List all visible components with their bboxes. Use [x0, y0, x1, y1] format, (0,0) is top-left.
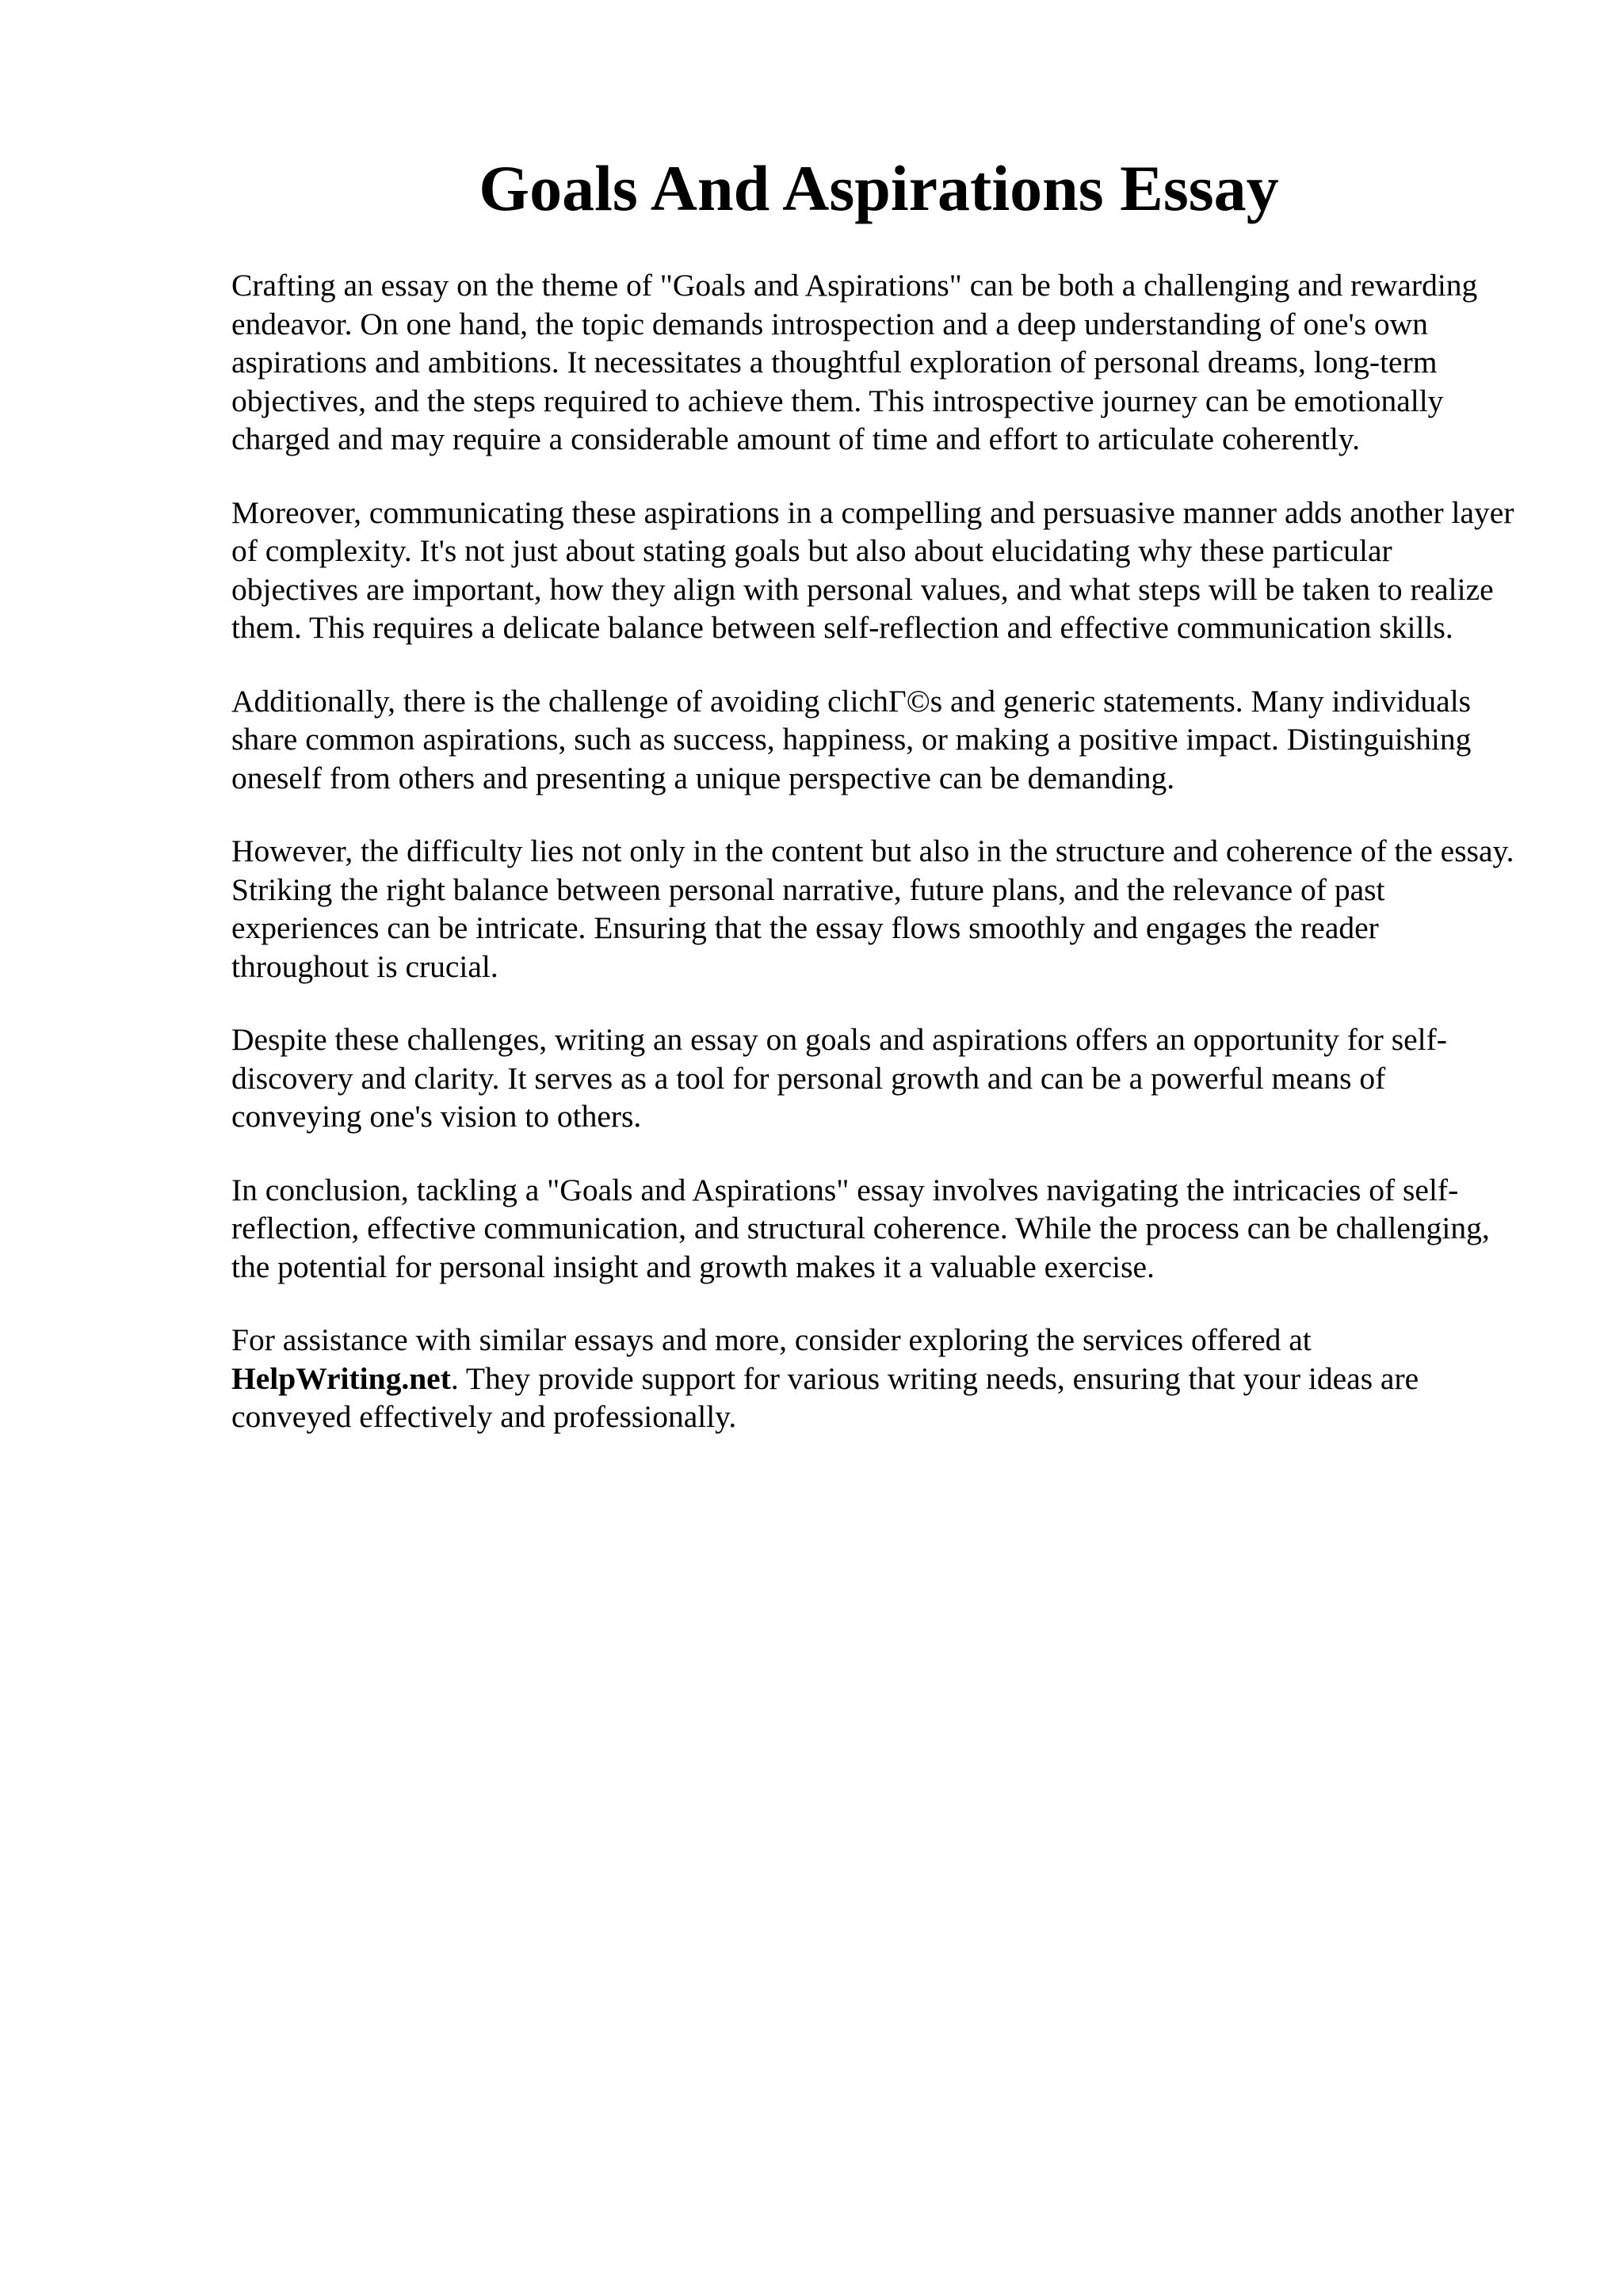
paragraph-conclusion: In conclusion, tackling a "Goals and Aspirations" essay involves navigating the intricacies of self-reflection, effective communication, and structural coherence. While the process can be challenging, the potential for personal insight and growth makes it a valuable exercise.	[231, 1172, 1490, 1284]
paragraph-structure: However, the difficulty lies not only in the content but also in the structure and coherence of the essay. Striking the right balance between personal narrative, future plans, and the relevance of past experiences can be intricate. Ensuring that the essay flows smoothly and engages the reader throughout is crucial.	[231, 833, 1514, 984]
brand-name: HelpWriting.net	[231, 1360, 451, 1396]
closing-text-after: . They provide support for various writing needs, ensuring that your ideas are conveyed effectively and professionally.	[231, 1360, 1419, 1434]
paragraph-opportunity: Despite these challenges, writing an essay on goals and aspirations offers an opportunity for self-discovery and clarity. It serves as a tool for personal growth and can be a powerful means of conveying one's vision to others.	[231, 1022, 1447, 1134]
page-title: Goals And Aspirations Essay	[479, 152, 1279, 224]
paragraph-communication: Moreover, communicating these aspirations in a compelling and persuasive manner adds another layer of complexity. It's not just about stating goals but also about elucidating why these particular objectives are important, how they align with personal values, and what steps will be taken to realize them. This requires a delicate balance between self-reflection and effective communication skills.	[231, 494, 1514, 645]
essay-body	[231, 266, 1515, 1471]
paragraph-closing	[231, 1321, 1515, 1436]
closing-text-before: For assistance with similar essays and more, consider exploring the services offered at	[231, 1322, 1312, 1357]
paragraph-intro: Crafting an essay on the theme of "Goals and Aspirations" can be both a challenging and rewarding endeavor. On one hand, the topic demands introspection and a deep understanding of one's own aspirations and ambitions. It necessitates a thoughtful exploration of personal dreams, long-term objectives, and the steps required to achieve them. This introspective journey can be emotionally charged and may require a considerable amount of time and effort to articulate coherently.	[231, 268, 1478, 456]
paragraph-cliches: Additionally, there is the challenge of avoiding clichΓ©s and generic statements. Many individuals share common aspirations, such as success, happiness, or making a positive impact. Distinguishing oneself from others and presenting a unique perspective can be demanding.	[231, 683, 1472, 795]
